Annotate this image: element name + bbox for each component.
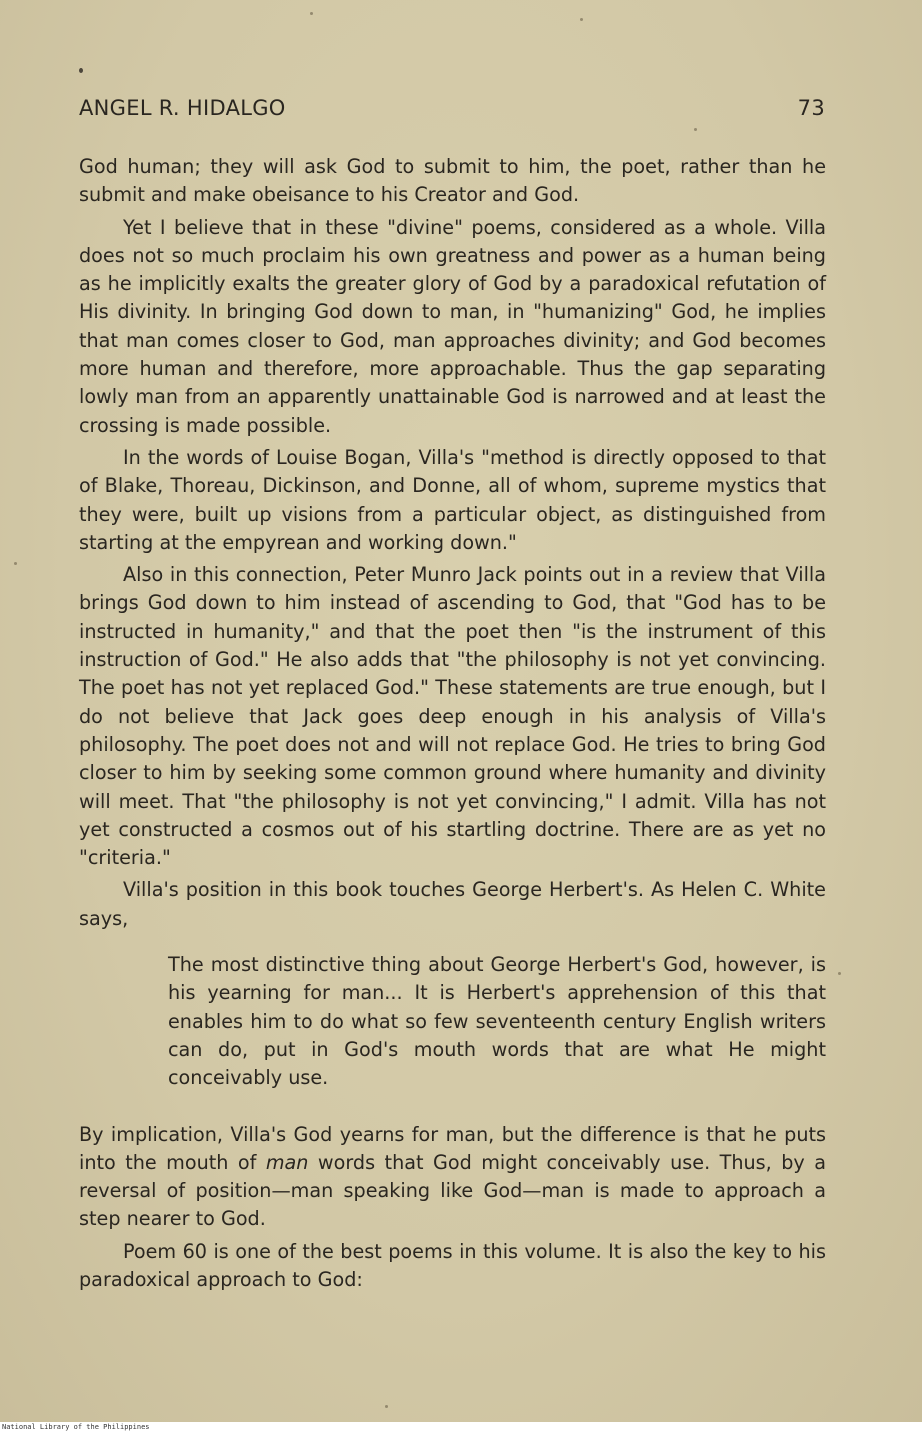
paragraph: Poem 60 is one of the best poems in this volume. It is also the key to his paradoxical approach to God:: [79, 1239, 826, 1291]
library-footer: National Library of the Philippines: [0, 1422, 922, 1433]
block-quote: The most distinctive thing about George Herbert's God, however, is his yearning for man... It is Herbert's apprehension of this that enables him to do what so few seventeenth century English writers can do, put in God's mouth words that are what He might conceivably use.: [168, 953, 826, 1090]
speck-mark: [694, 128, 697, 131]
paragraph: In the words of Louise Bogan, Villa's "method is directly opposed to that of Blake, Thoreau, Dickinson, and Donne, all of whom, supreme mystics that they were, built up visions from a particular object, as distinguished from starting at the empyrean and working down.": [79, 445, 826, 554]
paragraph: Villa's position in this book touches George Herbert's. As Helen C. White says,: [79, 878, 826, 930]
italic-text: man: [265, 1150, 309, 1174]
body-text: [79, 153, 826, 1298]
running-head-author: ANGEL R. HIDALGO: [79, 96, 286, 120]
paragraph: God human; they will ask God to submit to him, the poet, rather than he submit and make obeisance to his Creator and God.: [79, 155, 826, 207]
speck-mark: [385, 1405, 388, 1408]
speck-mark: [310, 12, 313, 15]
page-number: 73: [797, 96, 825, 120]
paragraph: [79, 1121, 826, 1234]
text-run: words that God might conceivably use. Thus, by a reversal of position—man speaking like God—man is made to approach a step nearer to God.: [79, 1150, 826, 1231]
speck-mark: [14, 562, 17, 565]
paragraph: Also in this connection, Peter Munro Jack points out in a review that Villa brings God down to him instead of ascending to God, that "God has to be instructed in humanity," and that the poet then "is the instrument of this instruction of God." He also adds that "the philosophy is not yet convincing. The poet has not yet replaced God." These statements are true enough, but I do not believe that Jack goes deep enough in his analysis of Villa's philosophy. The poet does not and will not replace God. He tries to bring God closer to him by seeking some common ground where humanity and divinity will meet. That "the philosophy is not yet convincing," I admit. Villa has not yet constructed a cosmos out of his startling doctrine. There are as yet no "criteria.": [79, 563, 826, 870]
paragraph: Yet I believe that in these "divine" poems, considered as a whole. Villa does not so much proclaim his own greatness and power as a human being as he implicitly exalts the greater glory of God by a paradoxical refutation of His divinity. In bringing God down to man, in "humanizing" God, he implies that man comes closer to God, man approaches divinity; and God becomes more human and therefore, more approachable. Thus the gap separating lowly man from an apparently unattainable God is narrowed and at least the crossing is made possible.: [79, 215, 826, 437]
text-run: By implication, Villa's God yearns for man, but the difference is that he puts into the mouth of: [79, 1122, 826, 1174]
speck-mark: [79, 68, 83, 73]
speck-mark: [580, 18, 583, 21]
speck-mark: [838, 972, 841, 975]
running-header: [79, 96, 825, 126]
